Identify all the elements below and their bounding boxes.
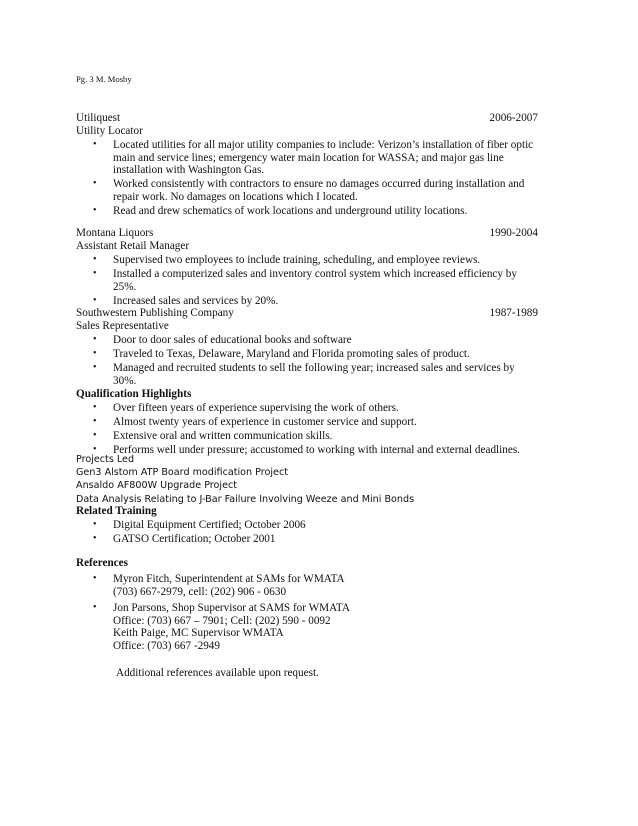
qualification-highlights [76,388,538,458]
job-montana-liquors [76,227,538,309]
job-bullets [76,139,538,218]
job-title: Sales Representative [76,320,169,332]
list-item: • Door to door sales of educational books and software [93,334,352,346]
bullet-icon: • [93,444,97,456]
list-item: • Installed a computerized sales and inventory control system which increased efficiency by 25%. [93,268,517,293]
list-item: • Located utilities for all major utility companies to include: Verizon’s installation of fiber optic main and service lines; emergency water main location for WASSA; and major gas line installation with Washington Gas. [93,139,534,177]
page-header: Pg. 3 M. Mosby [76,74,132,84]
bullet-icon: • [93,402,97,413]
references-note: Additional references available upon request. [116,666,319,679]
section-heading: Projects Led [76,454,135,465]
qualification-bullets [76,402,538,457]
list-item: • Myron Fitch, Superintendent at SAMs for WMATA (703) 667-2979, cell: (202) 906 - 0630 [93,573,345,598]
job-bullets [76,334,538,387]
projects-led [76,453,538,506]
list-item: • Digital Equipment Certified; October 2006 [93,519,306,531]
reference-list [76,573,538,653]
list-item: • Managed and recruited students to sell the following year; increased sales and services by 30%. [93,362,515,387]
section-heading: Qualification Highlights [76,388,192,400]
job-title: Assistant Retail Manager [76,240,190,252]
list-item: Ansaldo AF800W Upgrade Project [76,480,238,492]
bullet-icon: • [93,139,97,150]
job-dates: 2006-2007 [489,112,538,124]
list-item: • Traveled to Texas, Delaware, Maryland and Florida promoting sales of product. [93,348,470,361]
company-name: Southwestern Publishing Company [76,307,234,319]
bullet-icon: • [93,268,97,280]
references [76,557,538,679]
bullet-icon: • [93,334,97,345]
bullet-icon: • [93,294,97,306]
list-item: • GATSO Certification; October 2001 [93,533,276,546]
bullet-icon: • [93,416,97,428]
list-item: • Read and drew schematics of work locations and underground utility locations. [93,204,468,217]
bullet-icon: • [93,204,97,216]
list-item: • Over fifteen years of experience supervising the work of others. [93,402,399,414]
job-dates: 1987-1989 [489,307,538,319]
section-heading: References [76,557,128,569]
related-training [76,505,538,547]
bullet-icon: • [93,254,97,265]
job-utiliquest [76,112,538,219]
company-name: Utiliquest [76,112,121,124]
list-item: • Jon Parsons, Shop Supervisor at SAMS for WMATA Office: (703) 667 – 7901; Cell: (202) 590 - 0092 Keith Paige, MC Supervisor WMATA Office: (703) 667 -2949 [93,602,350,652]
bullet-icon: • [93,573,97,584]
list-item: • Supervised two employees to include training, scheduling, and employee reviews. [93,254,481,266]
job-bullets [76,254,538,307]
bullet-icon: • [93,348,97,360]
list-item: • Increased sales and services by 20%. [93,294,279,307]
bullet-icon: • [93,430,97,442]
list-item: • Almost twenty years of experience in customer service and support. [93,416,417,429]
bullet-icon: • [93,178,97,190]
list-item: Data Analysis Relating to J-Bar Failure Involving Weeze and Mini Bonds [76,493,415,505]
list-item: • Extensive oral and written communication skills. [93,430,333,443]
training-bullets [76,519,538,546]
list-item: Gen3 Alstom ATP Board modification Project [76,467,288,479]
job-title: Utility Locator [76,125,143,137]
section-heading: Related Training [76,505,157,517]
list-item: • Worked consistently with contractors to ensure no damages occurred during installation and repair work. No damages on locations which I located. [93,178,525,203]
list-item: • Performs well under pressure; accustomed to working with internal and external deadlines. [93,444,520,457]
bullet-icon: • [93,519,97,530]
bullet-icon: • [93,362,97,374]
company-name: Montana Liquors [76,227,154,239]
bullet-icon: • [93,533,97,545]
job-dates: 1990-2004 [489,227,538,239]
bullet-icon: • [93,602,97,614]
job-southwestern-publishing [76,307,538,389]
